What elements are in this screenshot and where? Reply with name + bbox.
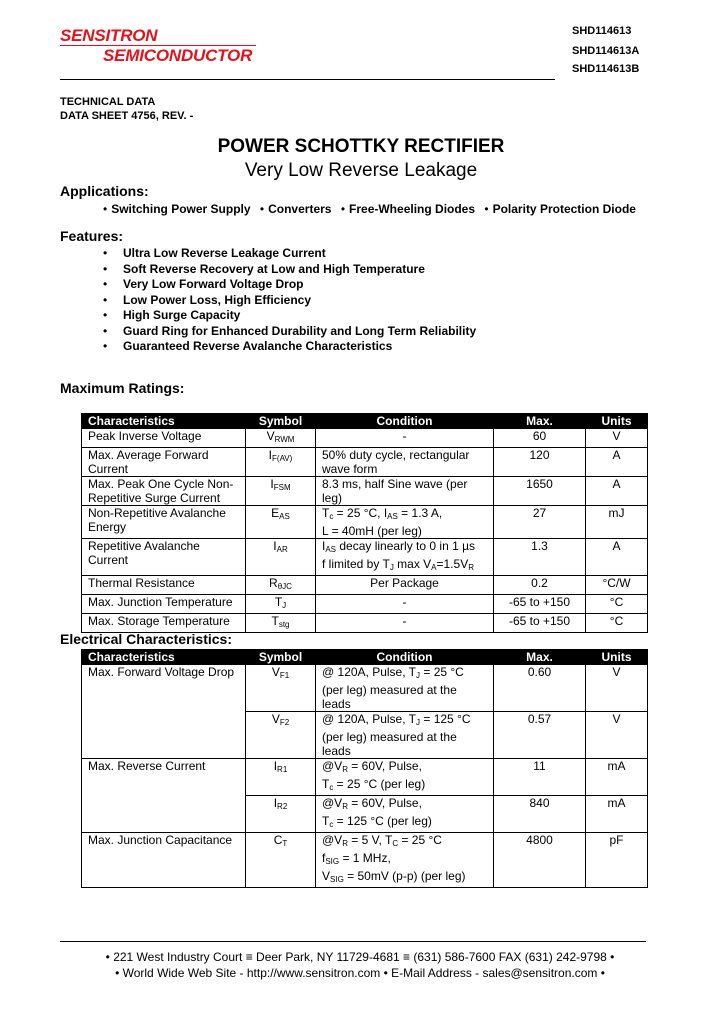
symbol: I (273, 759, 278, 773)
symbol-cell (246, 477, 316, 506)
condition-line (322, 869, 487, 887)
cond-text: = 25 °C, I (333, 506, 388, 520)
cond-text: @V (322, 833, 343, 847)
symbol: C (273, 833, 283, 847)
symbol-cell (246, 712, 316, 759)
col-header: Condition (316, 414, 494, 429)
cond-text: = 25 °C (per leg) (333, 777, 426, 791)
condition-cell: - (316, 614, 494, 633)
table-row (82, 665, 648, 712)
col-header: Units (586, 650, 648, 665)
symbol-subscript: J (282, 601, 287, 610)
condition-cell (316, 539, 494, 576)
symbol-cell (246, 614, 316, 633)
char-cell (82, 712, 246, 759)
company-logo-line1: SENSITRON (60, 26, 158, 45)
feature-text: Very Low Forward Voltage Drop (123, 277, 304, 291)
condition-line (322, 759, 487, 777)
feature-item (103, 262, 476, 278)
cond-text: = 125 °C (per leg) (333, 814, 432, 828)
data-sheet-label: DATA SHEET 4756, REV. - (60, 110, 194, 122)
feature-text: High Surge Capacity (123, 308, 241, 322)
symbol: E (271, 506, 280, 520)
char-cell: Non-Repetitive Avalanche Energy (82, 506, 246, 539)
col-header: Condition (316, 650, 494, 665)
cond-text: V (322, 869, 331, 883)
col-header: Units (586, 414, 648, 429)
condition-cell: - (316, 429, 494, 448)
table-row (82, 576, 648, 595)
condition-cell (316, 833, 494, 888)
symbol: I (270, 477, 274, 491)
condition-line (322, 777, 487, 795)
char-cell: Max. Storage Temperature (82, 614, 246, 633)
symbol-subscript: R2 (277, 802, 288, 811)
bullet: • (103, 323, 108, 338)
cond-text: = 50mV (p-p) (per leg) (343, 869, 466, 883)
symbol-subscript: R1 (277, 765, 288, 774)
feature-item (103, 277, 476, 293)
table-row (82, 448, 648, 477)
condition-cell (316, 759, 494, 796)
symbol-cell (246, 796, 316, 833)
max-cell: -65 to +150 (494, 614, 586, 633)
cond-subscript: R (468, 563, 474, 572)
feature-item (103, 246, 476, 262)
char-cell: Max. Junction Capacitance (82, 833, 246, 888)
cond-text: = 25 °C (420, 665, 464, 679)
cond-text: @ 120A, Pulse, T (322, 712, 417, 726)
cond-subscript: SIG (330, 875, 344, 884)
application-item: Switching Power Supply (111, 202, 251, 216)
feature-item (103, 308, 476, 324)
symbol-subscript: θJC (277, 582, 292, 591)
feature-text: Ultra Low Reverse Leakage Current (123, 246, 326, 260)
condition-line (322, 796, 487, 814)
bullet: • (103, 292, 108, 307)
cond-subscript: c (329, 820, 334, 829)
condition-cell: - (316, 595, 494, 614)
table-row (82, 506, 648, 539)
condition-line (322, 506, 487, 524)
bullet: • (484, 202, 489, 216)
symbol-subscript: F1 (279, 671, 290, 680)
cond-text: @V (322, 759, 343, 773)
condition-cell: Per Package (316, 576, 494, 595)
symbol-cell (246, 448, 316, 477)
condition-cell (316, 665, 494, 712)
condition-line (322, 851, 487, 869)
table-row (82, 833, 648, 888)
feature-text: Guaranteed Reverse Avalanche Characteristics (123, 339, 393, 353)
symbol: T (274, 595, 283, 609)
footer-address: • 221 West Industry Court ≡ Deer Park, NY 11729-4681 ≡ (631) 586-7600 FAX (631) 242-9798 • (105, 950, 615, 964)
cond-subscript: c (329, 512, 334, 521)
condition-line (322, 557, 487, 575)
table-row (82, 477, 648, 506)
condition-line: (per leg) measured at the leads (322, 730, 457, 758)
cond-subscript: c (329, 783, 334, 792)
part-number-3: SHD114613B (572, 63, 640, 75)
cond-text: = 60V, Pulse, (347, 759, 422, 773)
symbol-subscript: T (282, 839, 288, 848)
bullet: • (103, 261, 108, 276)
symbol-cell (246, 833, 316, 888)
max-cell: 4800 (494, 833, 586, 888)
table-row (82, 429, 648, 448)
condition-cell (316, 712, 494, 759)
unit-cell: V (586, 665, 648, 712)
char-cell (82, 796, 246, 833)
symbol-cell (246, 759, 316, 796)
part-number-2: SHD114613A (572, 45, 640, 57)
feature-item (103, 339, 476, 355)
cond-text: max V (393, 557, 432, 571)
unit-cell: °C (586, 595, 648, 614)
cond-subscript: C (392, 839, 399, 848)
condition-line (322, 712, 487, 730)
symbol-cell (246, 576, 316, 595)
cond-text: I (322, 539, 326, 553)
footer-contact: • World Wide Web Site - http://www.sensitron.com • E-Mail Address - sales@sensitron.com • (115, 966, 605, 980)
cond-text: decay linearly to 0 in 1 µs (336, 539, 475, 553)
technical-data-label: TECHNICAL DATA (60, 96, 156, 108)
symbol: I (268, 448, 273, 462)
cond-subscript: R (342, 802, 348, 811)
cond-subscript: AS (387, 512, 398, 521)
header-divider (60, 79, 555, 80)
cond-text: @V (322, 796, 343, 810)
condition-line (322, 539, 487, 557)
symbol: I (273, 539, 277, 553)
bullet: • (340, 202, 346, 216)
symbol-cell (246, 665, 316, 712)
table-row (82, 712, 648, 759)
symbol: I (273, 796, 278, 810)
cond-text: T (322, 814, 330, 828)
col-header: Max. (494, 414, 586, 429)
bullet: • (259, 202, 265, 216)
symbol: V (266, 429, 275, 443)
symbol-subscript: AR (276, 545, 288, 554)
char-cell: Thermal Resistance (82, 576, 246, 595)
table-row (82, 796, 648, 833)
cond-text: = 25 °C (398, 833, 442, 847)
unit-cell: °C (586, 614, 648, 633)
condition-line (322, 814, 487, 832)
col-header: Symbol (246, 414, 316, 429)
cond-subscript: R (342, 765, 348, 774)
table-header-row (82, 650, 648, 665)
symbol-subscript: AS (279, 512, 290, 521)
unit-cell: mA (586, 796, 648, 833)
application-item: Converters (268, 202, 332, 216)
condition-line (322, 833, 487, 851)
cond-text: T (322, 777, 330, 791)
cond-text: f limited by T (322, 557, 390, 571)
bullet: • (103, 339, 108, 353)
features-list (103, 246, 476, 355)
col-header: Characteristics (82, 650, 246, 665)
char-cell: Repetitive Avalanche Current (82, 539, 246, 576)
char-cell: Peak Inverse Voltage (82, 429, 246, 448)
bullet: • (103, 202, 108, 216)
feature-text: Low Power Loss, High Efficiency (123, 292, 312, 307)
unit-cell: V (586, 429, 648, 448)
symbol-cell (246, 429, 316, 448)
cond-subscript: R (342, 839, 348, 848)
max-ratings-table (81, 413, 648, 633)
table-row (82, 539, 648, 576)
symbol-subscript: F2 (279, 718, 290, 727)
cond-text: @ 120A, Pulse, T (322, 665, 417, 679)
unit-cell: mJ (586, 506, 648, 539)
max-cell: 1.3 (494, 539, 586, 576)
condition-cell (316, 506, 494, 539)
electrical-table (81, 649, 648, 888)
unit-cell: V (586, 712, 648, 759)
unit-cell: A (586, 448, 648, 477)
cond-subscript: J (416, 671, 421, 680)
max-cell: 27 (494, 506, 586, 539)
cond-text: = 1.3 A, (397, 506, 443, 520)
bullet: • (103, 308, 108, 322)
condition-cell (316, 796, 494, 833)
condition-cell: 8.3 ms, half Sine wave (per leg) (316, 477, 494, 506)
bullet: • (103, 277, 108, 291)
col-header: Max. (494, 650, 586, 665)
symbol-cell (246, 595, 316, 614)
page-title: POWER SCHOTTKY RECTIFIER (217, 136, 505, 157)
symbol: V (271, 665, 280, 679)
application-item: Polarity Protection Diode (492, 202, 636, 216)
feature-item (103, 293, 476, 309)
cond-subscript: AS (325, 545, 337, 554)
cond-subscript: A (431, 563, 437, 572)
company-logo-line2: SEMICONDUCTOR (103, 46, 253, 65)
unit-cell: A (586, 477, 648, 506)
feature-text: Guard Ring for Enhanced Durability and Long Term Reliability (123, 323, 477, 338)
features-heading: Features: (60, 228, 124, 244)
char-cell: Max. Forward Voltage Drop (82, 665, 246, 712)
applications-list (103, 202, 642, 216)
symbol-subscript: stg (278, 620, 290, 629)
condition-line (322, 665, 487, 683)
condition-line: (per leg) measured at the leads (322, 683, 457, 711)
symbol-subscript: F(AV) (272, 454, 293, 463)
footer-divider (60, 941, 646, 942)
unit-cell: pF (586, 833, 648, 888)
symbol-cell (246, 506, 316, 539)
max-cell: -65 to +150 (494, 595, 586, 614)
cond-text: T (322, 506, 330, 520)
condition-line: L = 40mH (per leg) (322, 524, 422, 538)
unit-cell: A (586, 539, 648, 576)
table-row (82, 759, 648, 796)
char-cell: Max. Peak One Cycle Non-Repetitive Surge Current (82, 477, 246, 506)
cond-text: =1.5V (436, 557, 469, 571)
max-cell: 1650 (494, 477, 586, 506)
char-cell: Max. Average Forward Current (82, 448, 246, 477)
max-cell: 0.60 (494, 665, 586, 712)
max-cell: 120 (494, 448, 586, 477)
cond-subscript: SIG (325, 857, 340, 866)
unit-cell: °C/W (586, 576, 648, 595)
condition-cell: 50% duty cycle, rectangular wave form (316, 448, 494, 477)
cond-text: = 1 MHz, (339, 851, 391, 865)
cond-subscript: J (389, 563, 394, 572)
symbol: R (269, 576, 278, 590)
cond-text: f (322, 851, 326, 865)
cond-text: = 125 °C (420, 712, 471, 726)
max-cell: 840 (494, 796, 586, 833)
feature-text: Soft Reverse Recovery at Low and High Temperature (123, 261, 425, 276)
symbol: V (271, 712, 280, 726)
symbol-cell (246, 539, 316, 576)
page-subtitle: Very Low Reverse Leakage (244, 160, 478, 181)
symbol-subscript: RWM (274, 435, 295, 444)
max-cell: 11 (494, 759, 586, 796)
max-ratings-heading: Maximum Ratings: (60, 380, 185, 396)
symbol: T (271, 614, 279, 628)
max-cell: 0.57 (494, 712, 586, 759)
unit-cell: mA (586, 759, 648, 796)
cond-subscript: J (416, 718, 421, 727)
symbol-subscript: FSM (273, 483, 291, 492)
col-header: Symbol (246, 650, 316, 665)
char-cell: Max. Junction Temperature (82, 595, 246, 614)
bullet: • (103, 246, 108, 260)
max-cell: 0.2 (494, 576, 586, 595)
table-row (82, 595, 648, 614)
table-row (82, 614, 648, 633)
electrical-heading: Electrical Characteristics: (60, 631, 232, 647)
max-cell: 60 (494, 429, 586, 448)
part-number-1: SHD114613 (572, 25, 632, 37)
col-header: Characteristics (82, 414, 246, 429)
cond-text: = 60V, Pulse, (347, 796, 422, 810)
cond-text: = 5 V, T (347, 833, 393, 847)
char-cell: Max. Reverse Current (82, 759, 246, 796)
feature-item (103, 324, 476, 340)
applications-heading: Applications: (60, 183, 149, 199)
table-header-row (82, 414, 648, 429)
application-item: Free-Wheeling Diodes (349, 202, 476, 216)
